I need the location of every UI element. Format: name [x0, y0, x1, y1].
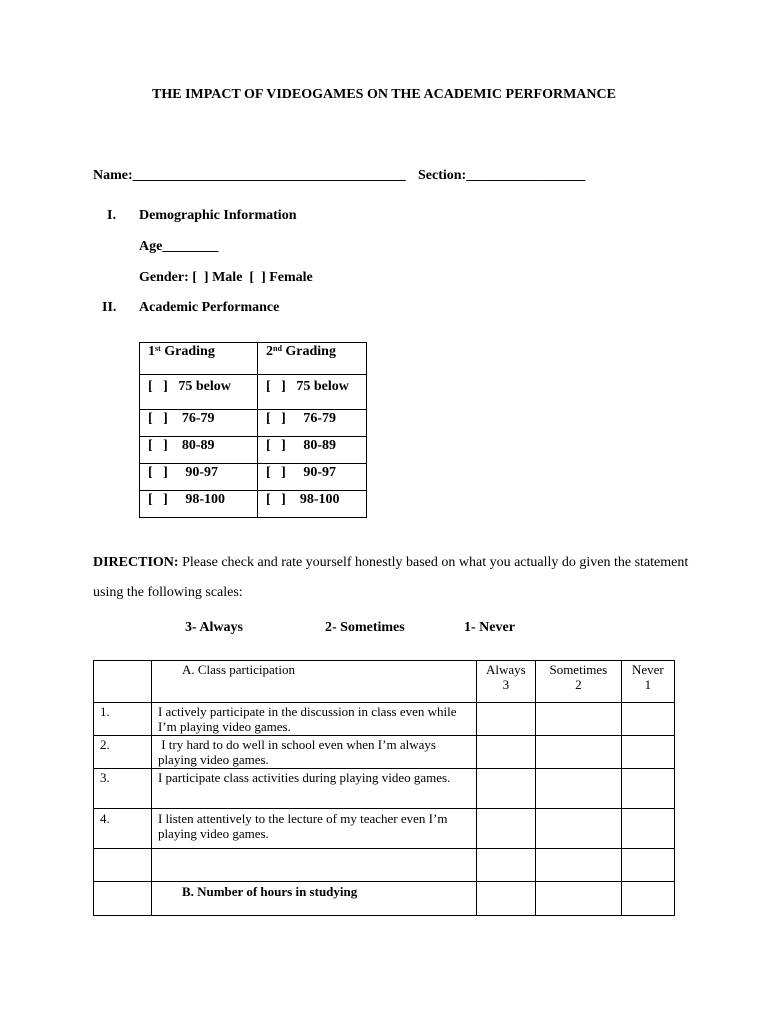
survey-blank-row	[94, 849, 675, 882]
rating-sometimes-cell[interactable]	[536, 736, 622, 769]
grade-option-1st[interactable]: [ ] 98-100	[140, 491, 258, 518]
section-b-row	[94, 882, 675, 916]
rating-sometimes-cell[interactable]	[536, 703, 622, 736]
rating-never-cell[interactable]	[621, 703, 674, 736]
scale-never: 1- Never	[464, 620, 515, 635]
survey-item-row	[94, 769, 675, 809]
rating-always-cell[interactable]	[476, 769, 535, 809]
grade-option-1st[interactable]: [ ] 76-79	[140, 410, 258, 437]
grading-header-row	[140, 343, 367, 375]
page-title: THE IMPACT OF VIDEOGAMES ON THE ACADEMIC PERFORMANCE	[152, 87, 616, 102]
section-label: Section:	[418, 168, 467, 183]
age-line	[139, 239, 218, 255]
grading-row	[140, 491, 367, 518]
age-label: Age	[139, 239, 163, 254]
gender-line[interactable]: Gender: [ ] Male [ ] Female	[139, 270, 313, 285]
rating-always-cell[interactable]	[476, 703, 535, 736]
rating-never-cell[interactable]	[621, 769, 674, 809]
scale-sometimes: 2- Sometimes	[325, 620, 405, 635]
direction-text: Please check and rate yourself honestly based on what you actually do given the statement using the following scales:	[93, 555, 689, 600]
grade-option-2nd[interactable]: [ ] 80-89	[258, 437, 367, 464]
item-number: 1.	[94, 703, 152, 736]
grade-option-1st[interactable]: [ ] 80-89	[140, 437, 258, 464]
blank-cell	[621, 849, 674, 882]
blank-cell	[621, 882, 674, 916]
demographic-heading: Demographic Information	[139, 208, 297, 223]
rating-always-cell[interactable]	[476, 809, 535, 849]
blank-cell	[476, 849, 535, 882]
sometimes-header: Sometimes 2	[536, 661, 622, 703]
blank-cell	[476, 882, 535, 916]
grading-row	[140, 464, 367, 491]
blank-cell	[94, 849, 152, 882]
grade-option-1st[interactable]: [ ] 90-97	[140, 464, 258, 491]
survey-item-row	[94, 703, 675, 736]
item-statement: I actively participate in the discussion in class even while I’m playing video games.	[151, 703, 476, 736]
number-header-cell	[94, 661, 152, 703]
blank-cell	[151, 849, 476, 882]
name-field[interactable]: _______________________________________	[132, 168, 406, 183]
grading-row	[140, 410, 367, 437]
rating-never-cell[interactable]	[621, 809, 674, 849]
part2-numeral: II.	[102, 300, 117, 315]
item-statement: I listen attentively to the lecture of my teacher even I’m playing video games.	[151, 809, 476, 849]
academic-heading: Academic Performance	[139, 300, 280, 315]
always-header: Always 3	[476, 661, 535, 703]
rating-sometimes-cell[interactable]	[536, 809, 622, 849]
survey-item-row	[94, 736, 675, 769]
item-statement: I participate class activities during playing video games.	[151, 769, 476, 809]
grading-row	[140, 437, 367, 464]
survey-header-row	[94, 661, 675, 703]
name-line	[93, 168, 406, 184]
grading-table	[139, 342, 367, 518]
blank-cell	[94, 882, 152, 916]
never-header: Never 1	[621, 661, 674, 703]
grade-option-2nd[interactable]: [ ] 98-100	[258, 491, 367, 518]
scale-always: 3- Always	[185, 620, 243, 635]
grade-option-2nd[interactable]: [ ] 75 below	[258, 375, 367, 410]
grade-option-2nd[interactable]: [ ] 76-79	[258, 410, 367, 437]
item-number: 4.	[94, 809, 152, 849]
survey-table	[93, 660, 675, 916]
blank-cell	[536, 849, 622, 882]
age-field[interactable]: ________	[162, 239, 219, 254]
item-number: 2.	[94, 736, 152, 769]
direction-label: DIRECTION:	[93, 555, 179, 570]
rating-sometimes-cell[interactable]	[536, 769, 622, 809]
item-statement: I try hard to do well in school even when I’m always playing video games.	[151, 736, 476, 769]
rating-always-cell[interactable]	[476, 736, 535, 769]
grade-option-2nd[interactable]: [ ] 90-97	[258, 464, 367, 491]
item-number: 3.	[94, 769, 152, 809]
part1-numeral: I.	[107, 208, 116, 223]
grading-header-1st: 1st Grading	[140, 343, 258, 375]
grading-row	[140, 375, 367, 410]
name-label: Name:	[93, 168, 133, 183]
section-field[interactable]: _________________	[466, 168, 586, 183]
section-b-heading: B. Number of hours in studying	[151, 882, 476, 916]
survey-item-row	[94, 809, 675, 849]
section-a-heading: A. Class participation	[151, 661, 476, 703]
grade-option-1st[interactable]: [ ] 75 below	[140, 375, 258, 410]
grading-header-2nd: 2nd Grading	[258, 343, 367, 375]
rating-never-cell[interactable]	[621, 736, 674, 769]
section-line	[418, 168, 585, 184]
blank-cell	[536, 882, 622, 916]
direction-paragraph	[93, 548, 693, 608]
